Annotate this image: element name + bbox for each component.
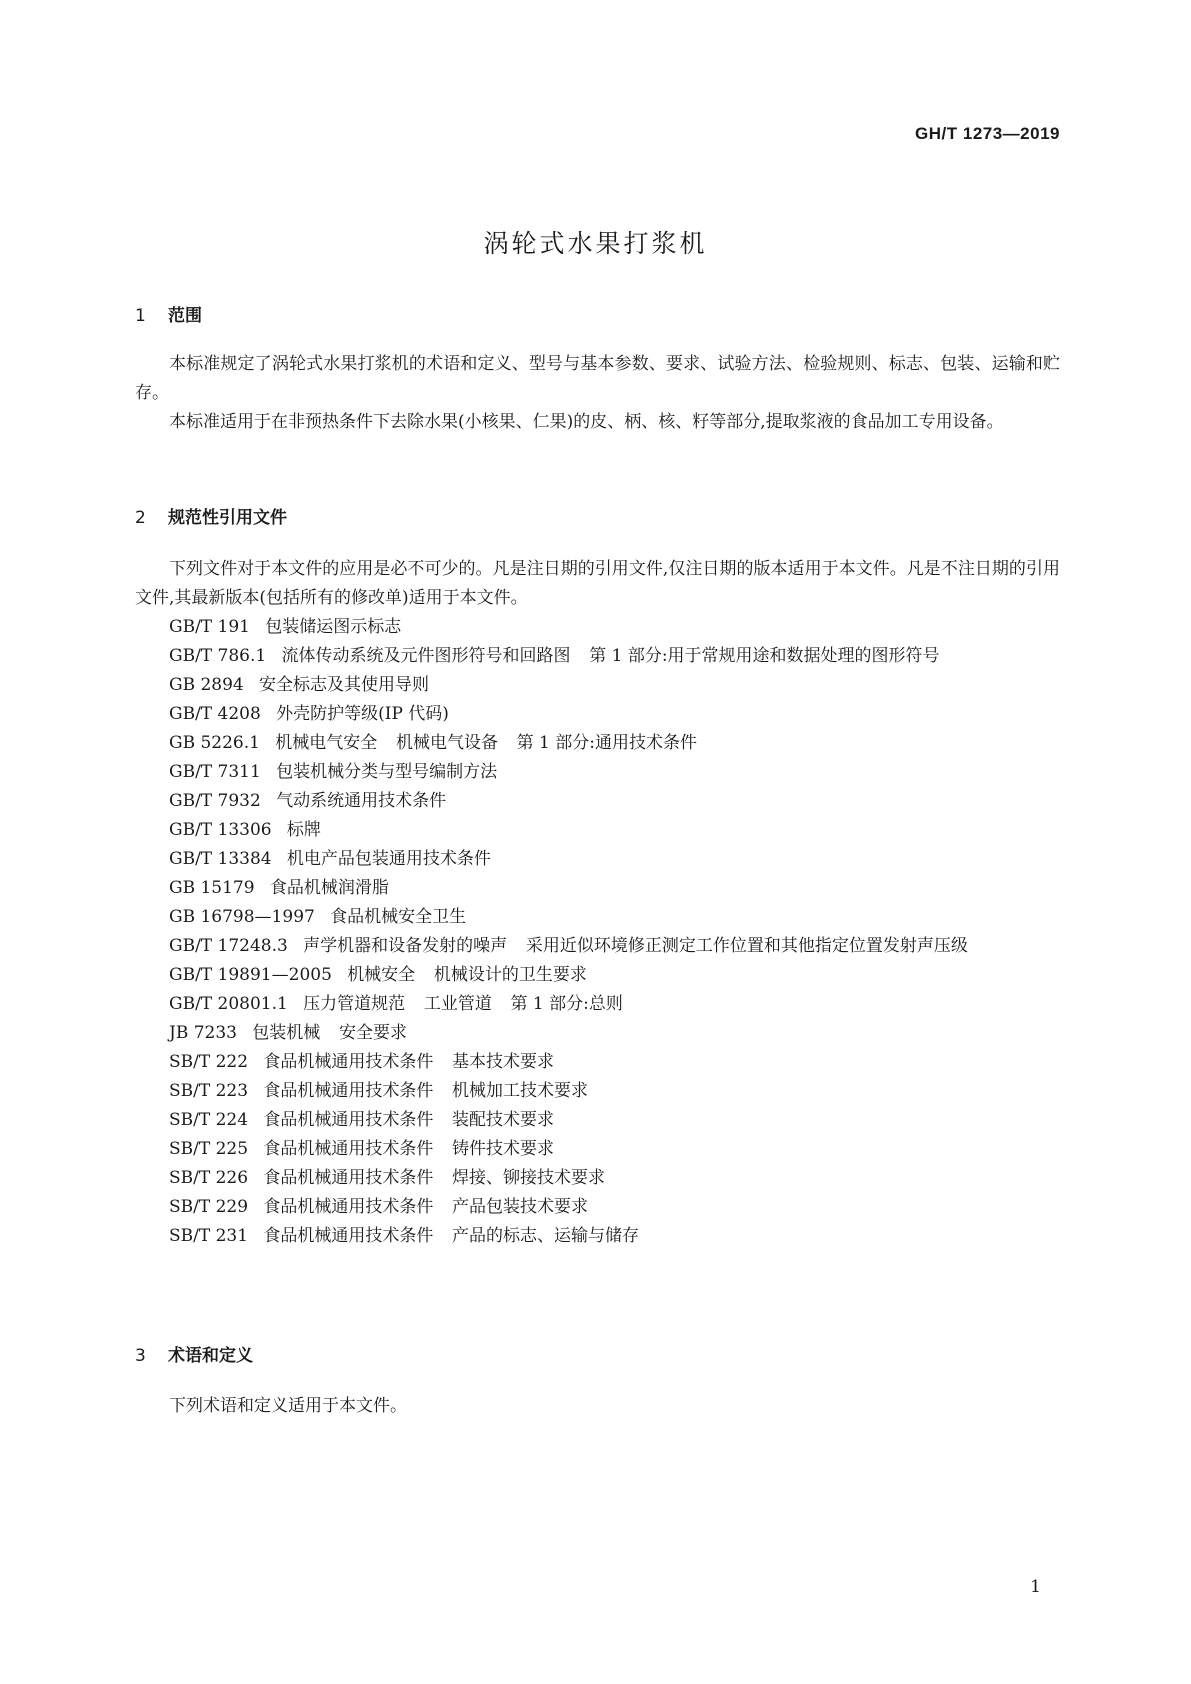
section-heading-normative-references [135, 503, 287, 528]
reference-title-part: 采用近似环境修正测定工作位置和其他指定位置发射声压级 [525, 936, 968, 956]
reference-item [135, 1135, 1060, 1164]
reference-code: GB 16798—1997 [169, 907, 315, 927]
reference-title-part: 工业管道 [423, 994, 492, 1014]
reference-title: 包装机械 [252, 1023, 321, 1043]
document-code: GH/T 1273—2019 [915, 124, 1060, 143]
reference-code: SB/T 225 [169, 1139, 249, 1159]
scope-text [135, 350, 1060, 437]
reference-item [135, 671, 1060, 700]
reference-code: SB/T 223 [169, 1081, 249, 1101]
reference-title: 外壳防护等级(IP 代码) [276, 704, 449, 724]
reference-item [135, 1222, 1060, 1251]
reference-title: 食品机械通用技术条件 [263, 1110, 434, 1130]
section-heading-terms-and-definitions [135, 1341, 253, 1366]
reference-item [135, 990, 1060, 1019]
reference-title: 流体传动系统及元件图形符号和回路图 [281, 646, 571, 666]
section-title: 范围 [168, 306, 202, 326]
reference-item [135, 700, 1060, 729]
reference-title: 食品机械通用技术条件 [263, 1226, 434, 1246]
reference-title-part: 产品包装技术要求 [452, 1197, 589, 1217]
reference-code: GB/T 19891—2005 [169, 965, 332, 985]
paragraph: 下列文件对于本文件的应用是必不可少的。凡是注日期的引用文件,仅注日期的版本适用于本文件。凡是不注日期的引用文件,其最新版本(包括所有的修改单)适用于本文件。 [135, 559, 1060, 608]
reference-item [135, 961, 1060, 990]
reference-code: GB/T 7311 [169, 762, 261, 782]
reference-title: 声学机器和设备发射的噪声 [303, 936, 508, 956]
paragraph: 下列术语和定义适用于本文件。 [169, 1396, 407, 1416]
reference-title-part: 机械设计的卫生要求 [433, 965, 587, 985]
reference-title: 食品机械通用技术条件 [263, 1052, 434, 1072]
terms-text [135, 1392, 1060, 1421]
reference-title: 机械电气安全 [275, 733, 378, 753]
section-number: 3 [135, 1346, 146, 1366]
reference-title-part: 铸件技术要求 [452, 1139, 555, 1159]
reference-title: 压力管道规范 [303, 994, 406, 1014]
reference-title-part: 装配技术要求 [452, 1110, 555, 1130]
reference-code: GB/T 7932 [169, 791, 261, 811]
reference-item [135, 816, 1060, 845]
reference-title: 标牌 [286, 820, 321, 840]
reference-item [135, 729, 1060, 758]
reference-code: GB/T 13306 [169, 820, 272, 840]
reference-item [135, 1077, 1060, 1106]
reference-title: 食品机械通用技术条件 [263, 1081, 434, 1101]
reference-code: GB 15179 [169, 878, 255, 898]
reference-code: GB/T 4208 [169, 704, 261, 724]
reference-title-part: 第 1 部分:通用技术条件 [516, 733, 697, 753]
paragraph: 本标准适用于在非预热条件下去除水果(小核果、仁果)的皮、柄、核、籽等部分,提取浆液的食品加工专用设备。 [169, 412, 1004, 432]
reference-code: GB 2894 [169, 675, 244, 695]
section-title: 规范性引用文件 [168, 508, 287, 528]
reference-item [135, 613, 1060, 642]
reference-code: GB/T 786.1 [169, 646, 267, 666]
normative-references-text [135, 555, 1060, 1251]
reference-code: GB/T 13384 [169, 849, 272, 869]
reference-title: 食品机械润滑脂 [269, 878, 389, 898]
reference-item [135, 758, 1060, 787]
reference-item [135, 1106, 1060, 1135]
reference-item [135, 1164, 1060, 1193]
reference-code: SB/T 229 [169, 1197, 249, 1217]
reference-item [135, 1019, 1060, 1048]
reference-item [135, 787, 1060, 816]
section-heading-scope [135, 301, 202, 326]
reference-item [135, 845, 1060, 874]
reference-title-part: 机械电气设备 [395, 733, 498, 753]
reference-code: SB/T 224 [169, 1110, 249, 1130]
reference-title: 食品机械通用技术条件 [263, 1168, 434, 1188]
reference-title: 包装储运图示标志 [265, 617, 402, 637]
reference-title: 安全标志及其使用导则 [259, 675, 430, 695]
reference-title: 食品机械通用技术条件 [263, 1139, 434, 1159]
paragraph: 本标准规定了涡轮式水果打浆机的术语和定义、型号与基本参数、要求、试验方法、检验规则、标志、包装、运输和贮存。 [135, 354, 1060, 403]
reference-item [135, 903, 1060, 932]
reference-item [135, 1193, 1060, 1222]
reference-code: GB/T 20801.1 [169, 994, 288, 1014]
reference-item [135, 642, 1060, 671]
reference-title: 机电产品包装通用技术条件 [286, 849, 491, 869]
reference-title: 食品机械通用技术条件 [263, 1197, 434, 1217]
reference-title: 包装机械分类与型号编制方法 [276, 762, 498, 782]
section-number: 1 [135, 306, 146, 326]
reference-title-part: 产品的标志、运输与储存 [452, 1226, 640, 1246]
reference-title: 食品机械安全卫生 [330, 907, 467, 927]
reference-code: JB 7233 [169, 1023, 237, 1043]
reference-item [135, 1048, 1060, 1077]
reference-code: GB/T 17248.3 [169, 936, 288, 956]
reference-code: SB/T 226 [169, 1168, 249, 1188]
reference-title-part: 安全要求 [338, 1023, 407, 1043]
reference-title-part: 第 1 部分:用于常规用途和数据处理的图形符号 [589, 646, 940, 666]
reference-code: GB 5226.1 [169, 733, 260, 753]
reference-title: 气动系统通用技术条件 [276, 791, 447, 811]
reference-title-part: 第 1 部分:总则 [510, 994, 623, 1014]
reference-item [135, 874, 1060, 903]
reference-title-part: 机械加工技术要求 [452, 1081, 589, 1101]
reference-code: SB/T 222 [169, 1052, 249, 1072]
document-title: 涡轮式水果打浆机 [483, 229, 708, 258]
reference-title-part: 基本技术要求 [452, 1052, 555, 1072]
reference-code: SB/T 231 [169, 1226, 249, 1246]
reference-code: GB/T 191 [169, 617, 250, 637]
reference-title-part: 焊接、铆接技术要求 [452, 1168, 606, 1188]
section-title: 术语和定义 [168, 1346, 253, 1366]
reference-item [135, 932, 1060, 961]
page-number: 1 [1030, 1577, 1041, 1597]
section-number: 2 [135, 508, 146, 528]
reference-title: 机械安全 [347, 965, 416, 985]
